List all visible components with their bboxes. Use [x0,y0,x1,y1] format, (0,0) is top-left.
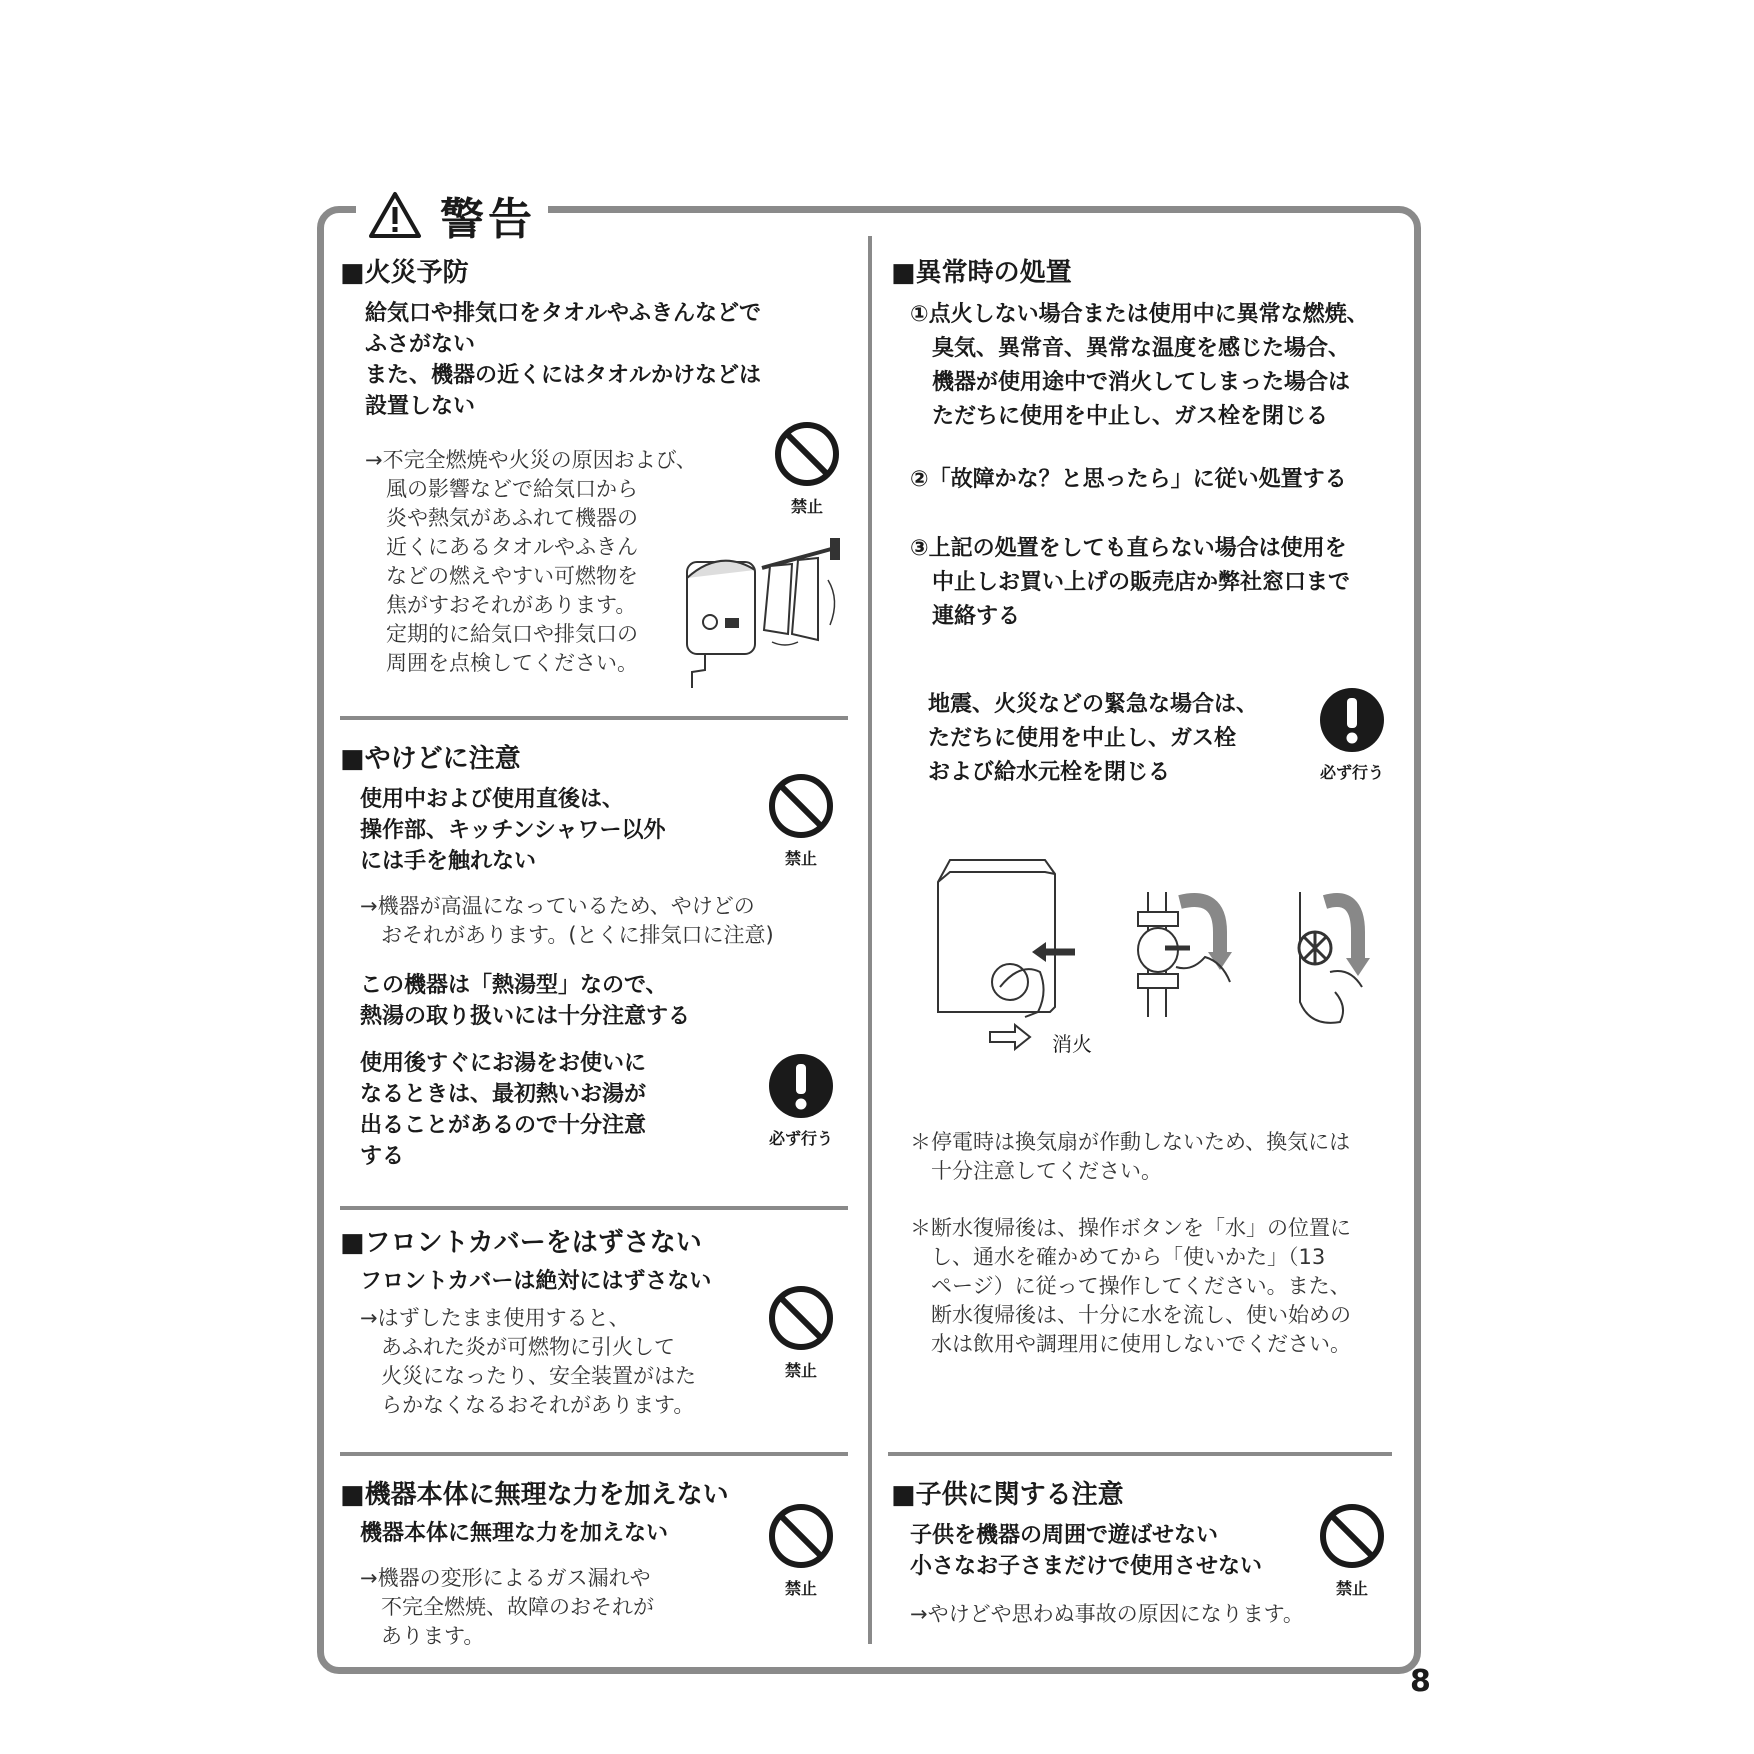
symbol-label: 禁止 [784,849,817,868]
children-instruction: 子供を機器の周囲で遊ばせない 小さなお子さまだけで使用させない [910,1523,1263,1579]
section-divider [888,1452,1392,1456]
fire-instruction: 給気口や排気口をタオルやふきんなどで ふさがない また、機器の近くにはタオルかけなどは 設置しない [365,301,762,419]
section-heading-force: ■機器本体に無理な力を加えない [340,1480,729,1510]
prohibited-icon [1318,1502,1386,1570]
prohibited-symbol [761,772,841,869]
symbol-label: 必ず行う [1319,763,1384,782]
figure-label: 消火 [1052,1032,1092,1056]
burn-instruction: 使用中および使用直後は、 操作部、キッチンシャワー以外 には手を触れない [360,787,666,874]
section-heading-children: ■子供に関する注意 [891,1480,1124,1510]
abnormal-item-3: ③上記の処置をしても直らない場合は使用を 中止しお買い上げの販売店か弊社窓口まで 連絡する [910,536,1351,629]
prohibited-icon [773,420,841,488]
burn-note: →機器が高温になっているため、やけどの おそれがあります。(とくに排気口に注意) [360,894,774,947]
section-divider [340,1452,848,1456]
prohibited-symbol [767,420,847,517]
shutoff-illustration-icon [930,852,1390,1052]
prohibited-icon [767,1284,835,1352]
force-note: →機器の変形によるガス漏れや 不完全燃焼、故障のおそれが あります。 [360,1566,654,1648]
hot-water-caution: 使用後すぐにお湯をお使いに なるときは、最初熱いお湯が 出ることがあるので十分注意 する [360,1051,647,1169]
column-divider [868,236,872,1644]
mandatory-symbol [1312,686,1392,783]
power-outage-note: ＊停電時は換気扇が作動しないため、換気には 十分注意してください。 [910,1130,1351,1183]
hot-water-instruction: この機器は「熱湯型」なので、 熱湯の取り扱いには十分注意する [360,973,691,1029]
section-divider [340,1206,848,1210]
prohibited-symbol [1312,1502,1392,1599]
prohibited-symbol [761,1502,841,1599]
cover-instruction: フロントカバーは絶対にはずさない [360,1269,712,1294]
section-heading-fire: ■火災予防 [340,258,469,288]
section-heading-cover: ■フロントカバーをはずさない [340,1228,702,1258]
section-heading-abnormal: ■異常時の処置 [891,258,1072,288]
symbol-label: 禁止 [790,497,823,516]
abnormal-item-1: ①点火しない場合または使用中に異常な燃焼、 臭気、異常音、異常な温度を感じた場合、 機器が使用途中で消火してしまった場合は ただちに使用を中止し、ガス栓を閉じる [910,302,1369,429]
mandatory-icon [767,1052,835,1120]
warning-triangle-icon [368,191,422,239]
water-outage-note: ＊断水復帰後は、操作ボタンを「水」の位置に し、通水を確かめてから「使いかた」（13 ページ）に従って操作してください。また、 断水復帰後は、十分に水を流し、使い始めの 水は飲用や調理用に使用しないでください。 [910,1216,1351,1356]
section-divider [340,716,848,720]
mandatory-icon [1318,686,1386,754]
mandatory-symbol [761,1052,841,1149]
cover-note: →はずしたまま使用すると、 あふれた炎が可燃物に引火して 火災になったり、安全装置がはた らかなくなるおそれがあります。 [360,1306,696,1417]
page-title: 警告 [440,194,536,245]
symbol-label: 禁止 [1335,1579,1368,1598]
warning-title [356,180,548,250]
abnormal-item-2: ②「故障かな？と思ったら」に従い処置する [910,467,1347,492]
symbol-label: 必ず行う [768,1129,833,1148]
prohibited-icon [767,772,835,840]
symbol-label: 禁止 [784,1579,817,1598]
prohibited-symbol [761,1284,841,1381]
page-number: 8 [1410,1664,1431,1699]
section-heading-burn: ■やけどに注意 [340,744,521,774]
fire-note: →不完全燃焼や火災の原因および、 風の影響などで給気口から 炎や熱気があふれて機器の 近くにあるタオルやふきん などの燃えやすい可燃物を 焦がすおそれがあります。 定期的に給気口や排気口の 周囲を点検してください。 [365,448,697,675]
children-note: →やけどや思わぬ事故の原因になります。 [910,1602,1304,1626]
force-instruction: 機器本体に無理な力を加えない [360,1521,669,1546]
symbol-label: 禁止 [784,1361,817,1380]
prohibited-icon [767,1502,835,1570]
heater-towel-illustration-icon [680,530,850,690]
emergency-instruction: 地震、火災などの緊急な場合は、 ただちに使用を中止し、ガス栓 および給水元栓を閉じる [928,692,1259,785]
